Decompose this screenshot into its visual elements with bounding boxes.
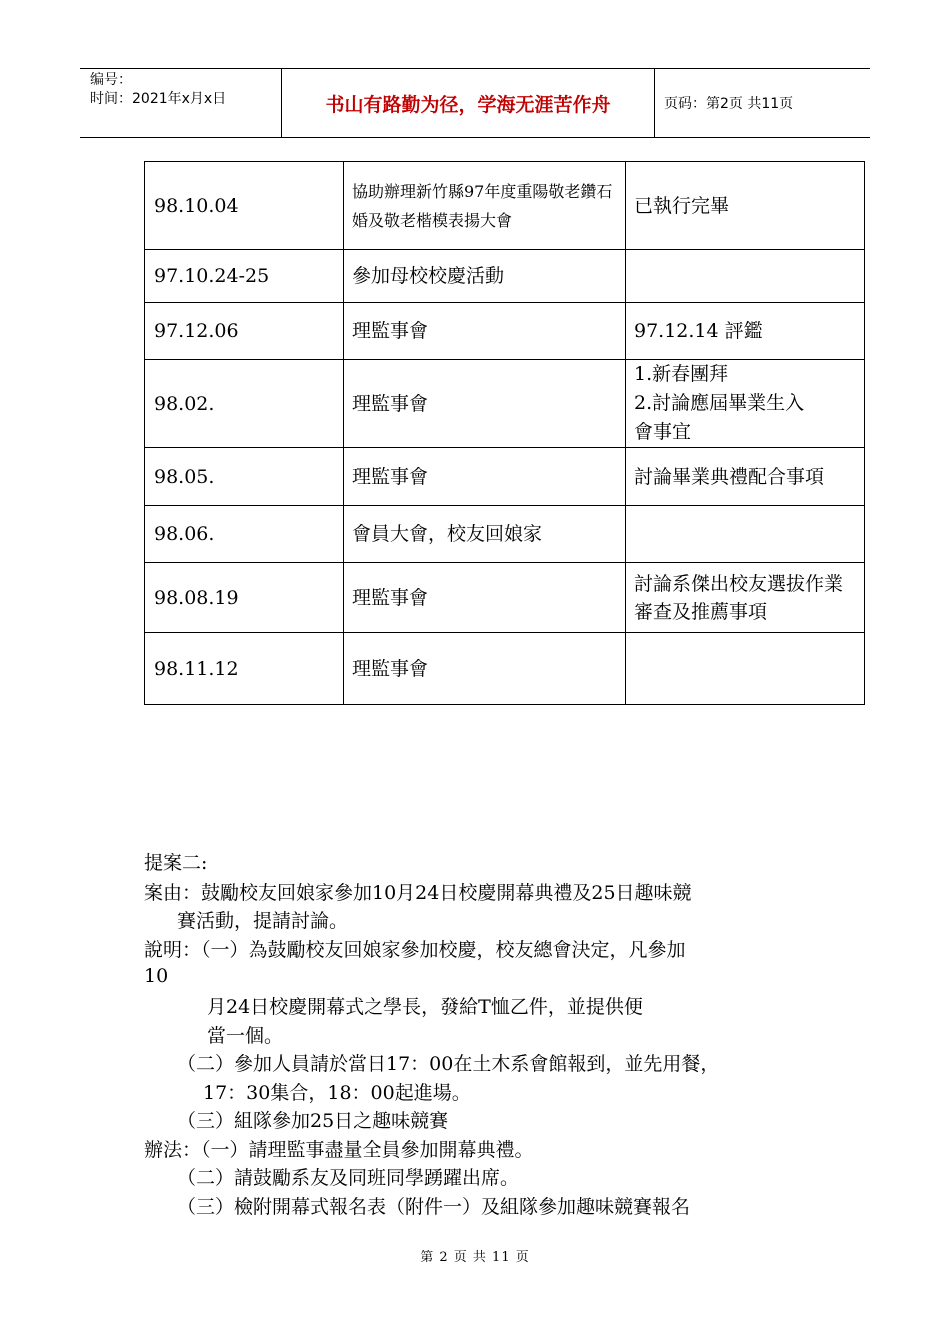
proposal-reason: 案由：鼓勵校友回娘家參加10月24日校慶開幕典禮及25日趣味競 [144, 882, 692, 904]
date-cell: 98.06. [145, 506, 344, 563]
note-cell: 討論畢業典禮配合事項 [626, 448, 865, 506]
explanation-1-cont2: 月24日校慶開幕式之學長，發給T恤乙件，並提供便 [207, 996, 643, 1018]
table-row [145, 360, 865, 448]
item-cell: 理監事會 [344, 633, 626, 705]
method-3: （三）檢附開幕式報名表（附件一）及組隊參加趣味競賽報名 [177, 1196, 691, 1218]
table-row [145, 448, 865, 506]
date-cell: 98.11.12 [145, 633, 344, 705]
item-cell: 理監事會 [344, 448, 626, 506]
date-cell: 97.10.24-25 [145, 250, 344, 303]
date-cell: 98.10.04 [145, 162, 344, 250]
note-cell: 討論系傑出校友選拔作業審查及推薦事項 [626, 563, 865, 633]
table-row [145, 250, 865, 303]
page-footer: 第 2 页 共 11 页 [420, 1250, 530, 1265]
item-cell: 理監事會 [344, 303, 626, 360]
activity-table [144, 161, 865, 705]
explanation-1: 說明：（一）為鼓勵校友回娘家參加校慶，校友總會決定，凡參加 [144, 939, 686, 961]
note-cell [626, 506, 865, 563]
date-cell: 97.12.06 [145, 303, 344, 360]
table-row [145, 303, 865, 360]
explanation-2: （二）參加人員請於當日17：00在土木系會館報到，並先用餐， [177, 1053, 720, 1075]
item-cell [344, 162, 626, 250]
explanation-1-cont: 10 [144, 965, 169, 987]
method-2: （二）請鼓勵系友及同班同學踴躍出席。 [177, 1167, 520, 1189]
table-row [145, 563, 865, 633]
explanation-3: （三）組隊參加25日之趣味競賽 [177, 1110, 449, 1132]
page-header [80, 68, 870, 138]
explanation-1-cont3: 當一個。 [207, 1025, 284, 1047]
note-cell [626, 250, 865, 303]
header-page-info: 页码：第2页 共11页 [664, 96, 794, 112]
table-row [145, 633, 865, 705]
code-label: 编号： [90, 72, 132, 88]
explanation-2-cont: 17：30集合，18：00起進場。 [203, 1082, 471, 1104]
note-cell: 97.12.14 評鑑 [626, 303, 865, 360]
note-cell: 已執行完畢 [626, 162, 865, 250]
proposal-reason-cont: 賽活動，提請討論。 [177, 910, 349, 932]
table-row [145, 506, 865, 563]
item-cell: 理監事會 [344, 360, 626, 448]
item-cell: 會員大會，校友回娘家 [344, 506, 626, 563]
item-text: 協助辦理新竹縣97年度重陽敬老鑽石婚及敬老楷模表揚大會 [352, 181, 613, 230]
item-cell: 參加母校校慶活動 [344, 250, 626, 303]
note-cell: 1.新春團拜 2.討論應屆畢業生入 會事宜 [626, 360, 865, 448]
date-cell: 98.08.19 [145, 563, 344, 633]
table-row [145, 162, 865, 250]
item-cell: 理監事會 [344, 563, 626, 633]
header-slogan: 书山有路勤为径，学海无涯苦作舟 [282, 69, 655, 137]
header-meta [80, 69, 282, 137]
method-1: 辦法：（一）請理監事盡量全員參加開幕典禮。 [144, 1139, 534, 1161]
date-cell: 98.02. [145, 360, 344, 448]
time-label: 时间：2021年x月x日 [90, 91, 227, 107]
proposal-heading: 提案二: [144, 852, 208, 874]
date-cell: 98.05. [145, 448, 344, 506]
note-cell [626, 633, 865, 705]
